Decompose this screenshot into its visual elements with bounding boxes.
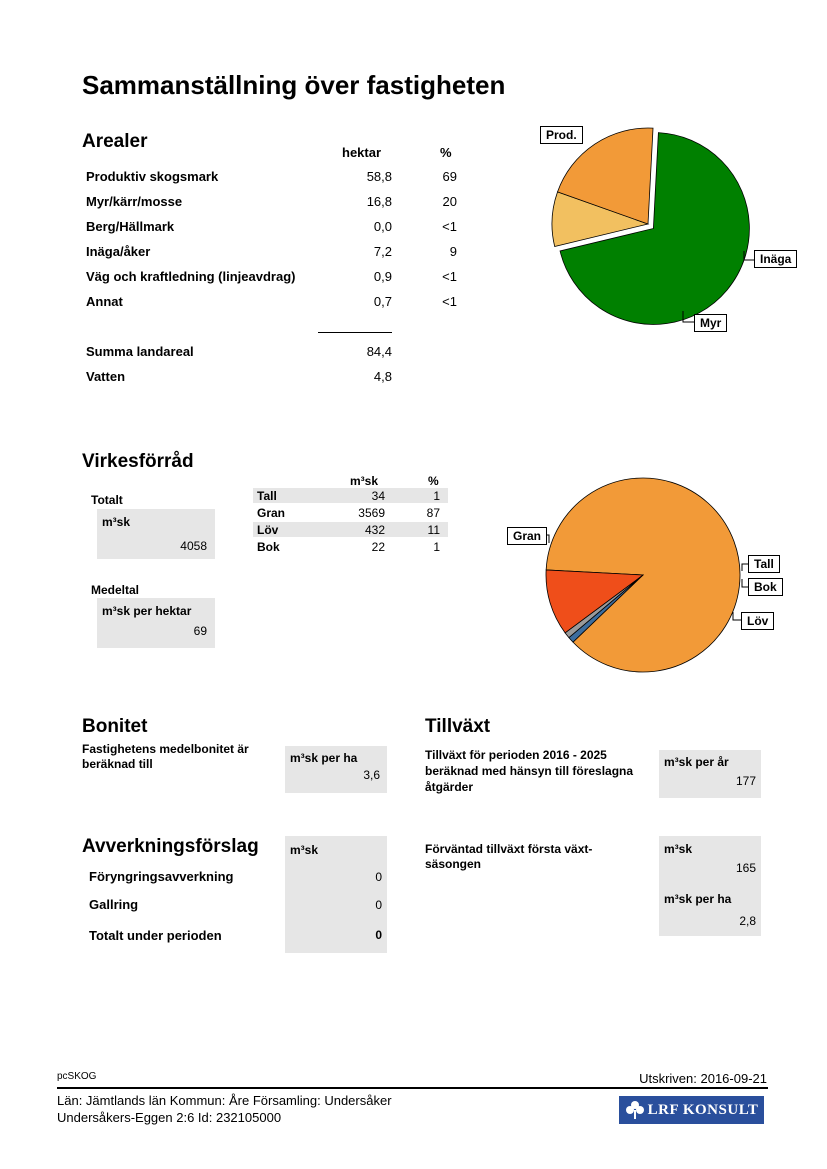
arealer-row-hektar: 16,8 bbox=[366, 194, 392, 209]
arealer-heading: Arealer bbox=[82, 131, 148, 152]
tillvaxt-box bbox=[659, 750, 761, 798]
virke-col-m3: m³sk bbox=[350, 474, 379, 488]
footer-line2: Undersåkers-Eggen 2:6 Id: 232105000 bbox=[57, 1110, 282, 1125]
arealer-row-pct: 20 bbox=[442, 194, 457, 209]
page-title: Sammanställning över fastigheten bbox=[82, 70, 506, 100]
virke-mean-unit: m³sk per hektar bbox=[102, 604, 192, 618]
tillvaxt-text2: Förväntad tillväxt första växt-säsongen bbox=[425, 842, 593, 871]
footer-program: pcSKOG bbox=[57, 1071, 97, 1082]
virke-row-pct: 1 bbox=[433, 489, 440, 503]
virke-mean-label: Medeltal bbox=[91, 583, 140, 597]
arealer-row-label: Produktiv skogsmark bbox=[86, 169, 219, 184]
tillvaxt-value: 177 bbox=[735, 774, 756, 788]
avverkning-row-value: 0 bbox=[375, 928, 382, 942]
arealer-pie-chart bbox=[500, 115, 800, 345]
virke-row-label: Bok bbox=[257, 540, 280, 554]
arealer-col-pct: % bbox=[440, 145, 452, 160]
tillvaxt-box2 bbox=[659, 836, 761, 936]
tillvaxt-unit2: m³sk bbox=[664, 842, 693, 856]
avverkning-unit: m³sk bbox=[290, 843, 319, 857]
tillvaxt-value2: 165 bbox=[735, 861, 756, 875]
virke-total-value: 4058 bbox=[180, 539, 207, 553]
footer-printed: Utskriven: 2016-09-21 bbox=[639, 1071, 767, 1086]
virke-row-label: Gran bbox=[257, 506, 286, 520]
footer-rule bbox=[57, 1087, 768, 1089]
arealer-row-label: Väg och kraftledning (linjeavdrag) bbox=[86, 269, 296, 284]
virke-heading: Virkesförråd bbox=[82, 451, 194, 472]
avverkning-row-value: 0 bbox=[375, 870, 382, 884]
arealer-row-hektar: 0,9 bbox=[373, 269, 392, 284]
avverkning-row-label: Gallring bbox=[89, 897, 139, 912]
arealer-row-hektar: 0,0 bbox=[373, 219, 392, 234]
avverkning-row-label: Totalt under perioden bbox=[89, 928, 222, 943]
avverkning-row-label: Föryngringsavverkning bbox=[89, 869, 234, 884]
virke-row-pct: 1 bbox=[433, 540, 440, 554]
tillvaxt-text: Tillväxt för perioden 2016 - 2025 beräknad med hänsyn till föreslagna åtgärder bbox=[425, 748, 634, 794]
tillvaxt-heading: Tillväxt bbox=[425, 716, 491, 737]
bonitet-heading: Bonitet bbox=[82, 716, 148, 737]
arealer-row-pct: 69 bbox=[442, 169, 457, 184]
arealer-row-label: Berg/Hällmark bbox=[86, 219, 175, 234]
virke-row-m3: 3569 bbox=[358, 506, 385, 520]
clover-icon bbox=[625, 1100, 645, 1120]
bonitet-box bbox=[285, 746, 387, 793]
water-value: 4,8 bbox=[373, 369, 392, 384]
footer-line1: Län: Jämtlands län Kommun: Åre Församling: Undersåker bbox=[57, 1093, 392, 1108]
sum-label: Summa landareal bbox=[86, 344, 194, 359]
pie-label-inaga: Inäga bbox=[754, 250, 797, 268]
virke-row-m3: 432 bbox=[364, 523, 385, 537]
arealer-row-pct: 9 bbox=[449, 244, 457, 259]
pie-label-lov: Löv bbox=[741, 612, 774, 630]
arealer-row-label: Annat bbox=[86, 294, 123, 309]
arealer-row-hektar: 58,8 bbox=[366, 169, 392, 184]
tillvaxt-value3: 2,8 bbox=[739, 914, 756, 928]
bonitet-text: Fastighetens medelbonitet är beräknad till bbox=[82, 742, 249, 771]
logo-text: LRF KONSULT bbox=[647, 1101, 759, 1118]
virke-row-label: Löv bbox=[257, 523, 279, 537]
arealer-row-pct: <1 bbox=[442, 269, 457, 284]
virke-mean-value: 69 bbox=[193, 624, 207, 638]
tillvaxt-unit3: m³sk per ha bbox=[664, 892, 732, 906]
virke-total-box bbox=[97, 509, 215, 559]
avverkning-row-value: 0 bbox=[375, 898, 382, 912]
sum-value: 84,4 bbox=[366, 344, 392, 359]
arealer-row-hektar: 7,2 bbox=[373, 244, 392, 259]
virke-row-label: Tall bbox=[257, 489, 277, 503]
virke-row-pct: 87 bbox=[426, 506, 440, 520]
virke-mean-box bbox=[97, 598, 215, 648]
arealer-col-hektar: hektar bbox=[342, 145, 382, 160]
pie-label-myr: Myr bbox=[694, 314, 727, 332]
virke-row-m3: 34 bbox=[371, 489, 385, 503]
virke-row-pct: 11 bbox=[427, 523, 440, 537]
pie-label-bok: Bok bbox=[748, 578, 783, 596]
virke-col-pct: % bbox=[428, 474, 439, 488]
pie-label-prod: Prod. bbox=[540, 126, 583, 144]
arealer-row-pct: <1 bbox=[442, 219, 457, 234]
arealer-row-hektar: 0,7 bbox=[373, 294, 392, 309]
virke-total-unit: m³sk bbox=[102, 515, 131, 529]
pie-label-tall: Tall bbox=[748, 555, 780, 573]
avverkning-heading: Avverkningsförslag bbox=[82, 836, 259, 857]
arealer-row-pct: <1 bbox=[442, 294, 457, 309]
lrf-logo bbox=[619, 1096, 764, 1124]
sum-divider bbox=[318, 332, 392, 333]
tillvaxt-unit: m³sk per år bbox=[664, 755, 729, 769]
virke-total-label: Totalt bbox=[91, 493, 123, 507]
bonitet-unit: m³sk per ha bbox=[290, 751, 358, 765]
arealer-row-label: Myr/kärr/mosse bbox=[86, 194, 183, 209]
water-label: Vatten bbox=[86, 369, 126, 384]
bonitet-value: 3,6 bbox=[363, 768, 380, 782]
arealer-row-label: Inäga/åker bbox=[86, 244, 151, 259]
virke-row-m3: 22 bbox=[371, 540, 385, 554]
pie-label-gran: Gran bbox=[507, 527, 547, 545]
